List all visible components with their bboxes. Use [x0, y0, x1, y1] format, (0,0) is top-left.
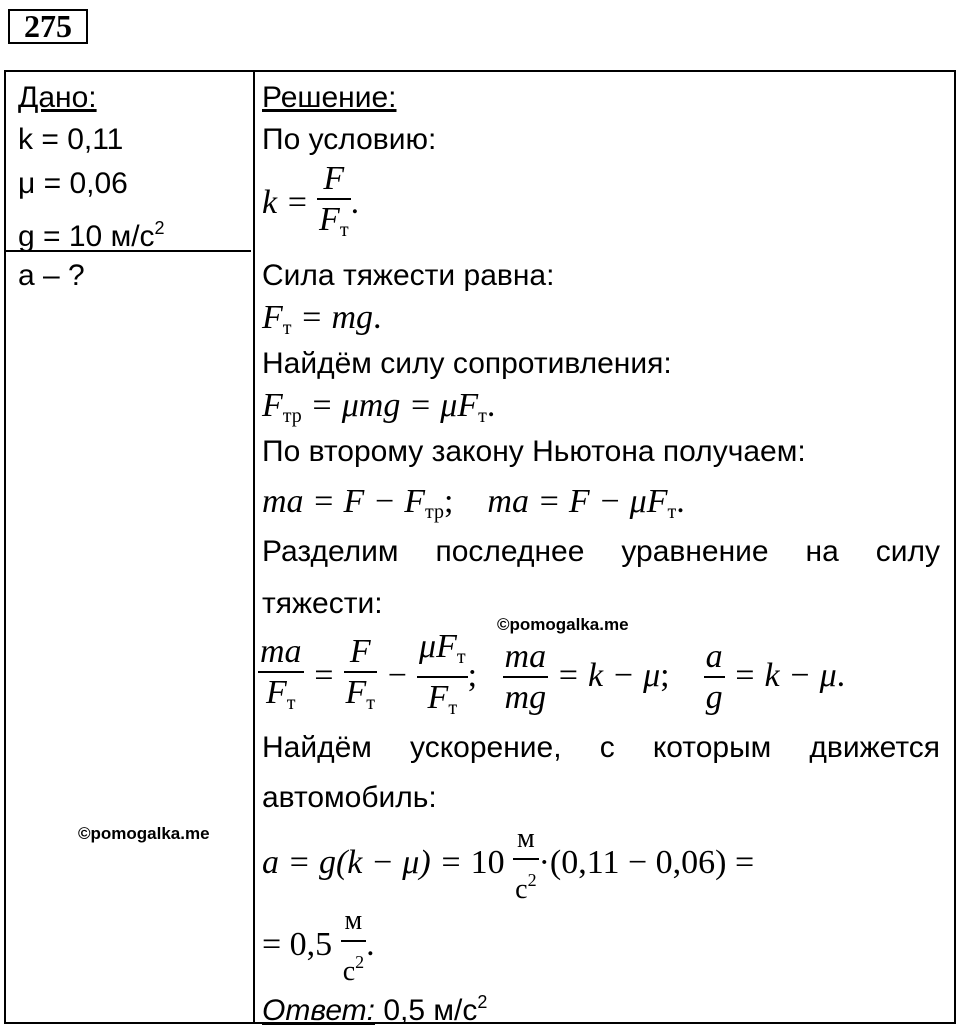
formula-gravity: $F_т$ = mg. [262, 299, 382, 339]
resistance-text: Найдём силу сопротивления: [262, 347, 672, 380]
given-mu: μ = 0,06 [18, 167, 128, 200]
problem-number: 275 [8, 9, 88, 44]
given-g: g = 10 $м/с^2$ [18, 218, 165, 253]
formula-calc: a = g(k − μ) = 10 $\frac{м}{с^2}$ ·(0,11 − 0,06) = [262, 820, 754, 910]
column-divider [253, 72, 255, 1022]
formula-division: $\frac{ma}{F_т}$ = $\frac{F}{F_т}$ − $\frac{\mu F_т}{F_т}$ ; $\frac{ma}{mg}$ = k − μ; $\frac{a}{g}$ = k − μ. [260, 628, 846, 719]
formula-friction: $F_{тр} = \mu mg = \mu F_т$. [262, 387, 496, 427]
newton-text: По второму закону Ньютона получаем: [262, 435, 806, 468]
answer-line: Ответ: 0,5 $м/с^2$ [262, 992, 488, 1027]
divide-text-line2: тяжести: [262, 587, 383, 620]
watermark-left: ©pomogalka.me [78, 824, 210, 843]
given-header: Дано: [18, 81, 97, 114]
formula-newton: ma = $F - F_{тр}$; ma = $F - \mu F_т$. [262, 483, 685, 523]
watermark-right: ©pomogalka.me [497, 615, 629, 634]
divide-text-line1: Разделим последнее уравнение на силу [262, 535, 940, 568]
find-a: a – ? [18, 259, 85, 292]
answer-value: 0,5 м/с [383, 994, 478, 1027]
gravity-text: Сила тяжести равна: [262, 259, 555, 292]
accel-text-line2: автомобиль: [262, 781, 437, 814]
answer-label: Ответ: [262, 994, 375, 1027]
given-k: k = 0,11 [18, 123, 124, 156]
accel-text-line1: Найдём ускорение, с которым движется [262, 731, 940, 764]
by-condition-text: По условию: [262, 123, 437, 156]
solution-header: Решение: [262, 81, 397, 114]
formula-result: = 0,5 $\frac{м}{с^2}$ . [262, 902, 375, 992]
formula-k: k = $\frac{F}{F_т}$ . [262, 160, 360, 241]
